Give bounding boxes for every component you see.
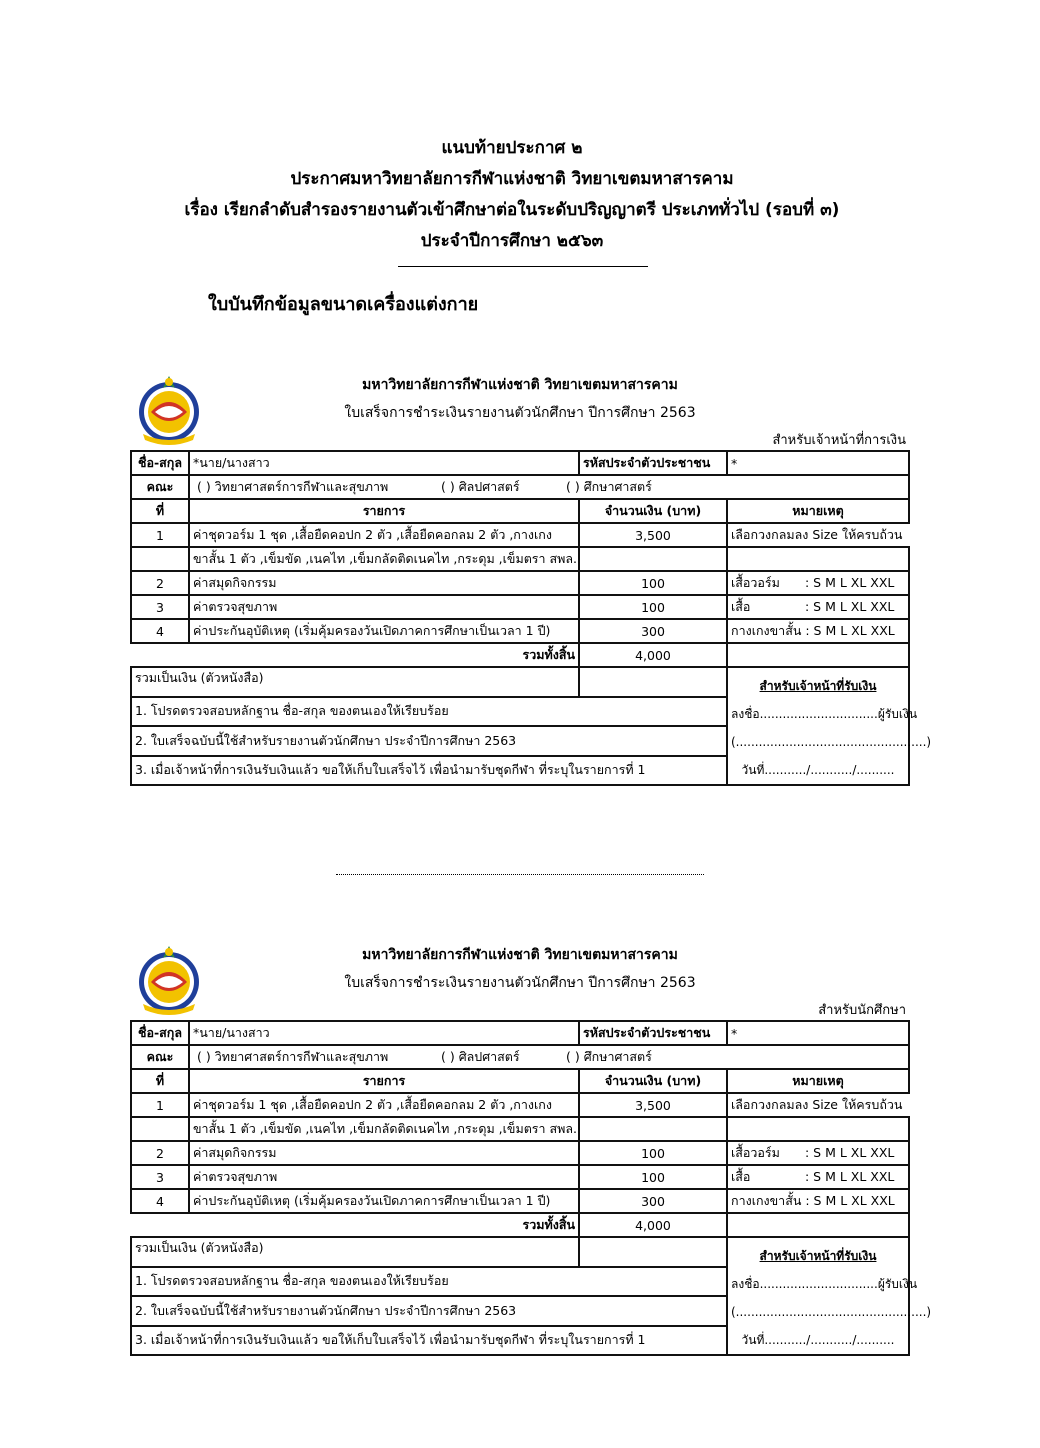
row-note: เลือกวงกลมลง Size ให้ครบถ้วน (727, 523, 909, 547)
id-label: รหัสประจำตัวประชาชน (579, 1021, 727, 1045)
signature-line[interactable]: ลงชื่อ...............................ผู้รับเงิน (731, 707, 918, 721)
total-note-empty (727, 643, 909, 667)
note-2: 2. ใบเสร็จฉบับนี้ใช้สำหรับรายงานตัวนักศึกษา ประจำปีการศึกษา 2563 (131, 1296, 727, 1326)
size-selector-shorts[interactable]: กางเกงขาสั้น : S M L XL XXL (727, 619, 909, 643)
faculty-education-option[interactable]: ( ) ศึกษาศาสตร์ (566, 1049, 652, 1064)
receiver-signature-box (727, 1237, 932, 1355)
row-amount: 300 (579, 619, 727, 643)
page-subtitle: ใบบันทึกข้อมูลขนาดเครื่องแต่งกาย (208, 294, 479, 315)
col-no: ที่ (131, 1069, 189, 1093)
row-no: 4 (131, 619, 189, 643)
name-field[interactable]: *นาย/นางสาว (189, 1021, 579, 1045)
row-no: 3 (131, 595, 189, 619)
receiver-title: สำหรับเจ้าหน้าที่รับเงิน (759, 1249, 877, 1263)
spacer (131, 1213, 189, 1237)
row-item: ค่าสมุดกิจกรรม (189, 571, 579, 595)
row-amount-empty (579, 547, 727, 571)
row-no: 1 (131, 523, 189, 547)
row-amount: 100 (579, 595, 727, 619)
row-amount: 3,500 (579, 523, 727, 547)
row-amount: 3,500 (579, 1093, 727, 1117)
note-1: 1. โปรดตรวจสอบหลักฐาน ชื่อ-สกุล ของตนเองให้เรียบร้อย (131, 1267, 727, 1297)
announcement-title: ประกาศมหาวิทยาลัยการกีฬาแห่งชาติ วิทยาเขตมหาสารคาม (290, 169, 734, 189)
size-selector-tracksuit[interactable]: เสื้อวอร์ม : S M L XL XXL (727, 571, 909, 595)
row-amount: 100 (579, 571, 727, 595)
receiver-signature-box (727, 667, 932, 785)
copy-label: สำหรับนักศึกษา (818, 1003, 906, 1018)
row-note-empty (727, 547, 909, 571)
university-name: มหาวิทยาลัยการกีฬาแห่งชาติ วิทยาเขตมหาสารคาม (362, 947, 678, 963)
row-amount: 100 (579, 1165, 727, 1189)
row-no-empty (131, 1117, 189, 1141)
row-no-empty (131, 547, 189, 571)
faculty-label: คณะ (131, 1045, 189, 1069)
size-selector-tracksuit[interactable]: เสื้อวอร์ม : S M L XL XXL (727, 1141, 909, 1165)
row-item: ค่าประกันอุบัติเหตุ (เริ่มคุ้มครองวันเปิดภาคการศึกษาเป็นเวลา 1 ปี) (189, 619, 579, 643)
note-3: 3. เมื่อเจ้าหน้าที่การเงินรับเงินแล้ว ขอให้เก็บใบเสร็จไว้ เพื่อนำมารับชุดกีฬา ที่ระบุในรายการที่ 1 (131, 1326, 727, 1356)
receipt-table (130, 450, 932, 786)
row-item: ค่าตรวจสุขภาพ (189, 1165, 579, 1189)
row-item: ค่าตรวจสุขภาพ (189, 595, 579, 619)
note-1: 1. โปรดตรวจสอบหลักฐาน ชื่อ-สกุล ของตนเองให้เรียบร้อย (131, 697, 727, 727)
faculty-sport-science-option[interactable]: ( ) วิทยาศาสตร์การกีฬาและสุขภาพ (197, 479, 389, 494)
copy-label: สำหรับเจ้าหน้าที่การเงิน (772, 433, 906, 448)
col-amount: จำนวนเงิน (บาท) (579, 499, 727, 523)
date-line[interactable]: วันที่.........../.........../.......... (741, 763, 895, 777)
row-no: 4 (131, 1189, 189, 1213)
row-note-empty (727, 1117, 909, 1141)
col-note: หมายเหตุ (727, 499, 909, 523)
col-amount: จำนวนเงิน (บาท) (579, 1069, 727, 1093)
id-label: รหัสประจำตัวประชาชน (579, 451, 727, 475)
announcement-subject: เรื่อง เรียกลำดับสำรองรายงานตัวเข้าศึกษาต่อในระดับปริญญาตรี ประเภททั่วไป (รอบที่ ๓) (184, 200, 840, 220)
name-paren-line[interactable]: (..................................................) (731, 735, 932, 749)
announcement-ref: แนบท้ายประกาศ ๒ (441, 138, 583, 158)
total-amount: 4,000 (579, 1213, 727, 1237)
col-item: รายการ (189, 1069, 579, 1093)
row-amount: 300 (579, 1189, 727, 1213)
row-item-cont: ขาสั้น 1 ตัว ,เข็มขัด ,เนคไท ,เข็มกลัดติดเนคไท ,กระดุม ,เข็มตรา สพล. (189, 547, 579, 571)
receiver-title: สำหรับเจ้าหน้าที่รับเงิน (759, 679, 877, 693)
row-no: 1 (131, 1093, 189, 1117)
total-label: รวมทั้งสิ้น (189, 643, 579, 667)
header-rule (398, 266, 648, 267)
row-item: ค่าประกันอุบัติเหตุ (เริ่มคุ้มครองวันเปิดภาคการศึกษาเป็นเวลา 1 ปี) (189, 1189, 579, 1213)
row-no: 2 (131, 1141, 189, 1165)
row-no: 2 (131, 571, 189, 595)
name-field[interactable]: *นาย/นางสาว (189, 451, 579, 475)
size-selector-shirt[interactable]: เสื้อ : S M L XL XXL (727, 595, 909, 619)
note-2: 2. ใบเสร็จฉบับนี้ใช้สำหรับรายงานตัวนักศึกษา ประจำปีการศึกษา 2563 (131, 726, 727, 756)
receipt-title: ใบเสร็จการชำระเงินรายงานตัวนักศึกษา ปีการศึกษา 2563 (344, 975, 696, 991)
col-item: รายการ (189, 499, 579, 523)
cut-line (336, 874, 704, 875)
faculty-liberal-arts-option[interactable]: ( ) ศิลปศาสตร์ (441, 1049, 520, 1064)
faculty-liberal-arts-option[interactable]: ( ) ศิลปศาสตร์ (441, 479, 520, 494)
row-item: ค่าชุดวอร์ม 1 ชุด ,เสื้อยืดคอปก 2 ตัว ,เสื้อยืดคอกลม 2 ตัว ,กางเกง (189, 523, 579, 547)
faculty-education-option[interactable]: ( ) ศึกษาศาสตร์ (566, 479, 652, 494)
total-note-empty (727, 1213, 909, 1237)
id-field[interactable]: * (727, 451, 909, 475)
row-item-cont: ขาสั้น 1 ตัว ,เข็มขัด ,เนคไท ,เข็มกลัดติดเนคไท ,กระดุม ,เข็มตรา สพล. (189, 1117, 579, 1141)
spacer (131, 643, 189, 667)
name-label: ชื่อ-สกุล (131, 451, 189, 475)
amount-in-words-field[interactable]: รวมเป็นเงิน (ตัวหนังสือ) (131, 667, 579, 697)
faculty-options (189, 475, 909, 499)
total-label: รวมทั้งสิ้น (189, 1213, 579, 1237)
row-item: ค่าสมุดกิจกรรม (189, 1141, 579, 1165)
row-amount-empty (579, 1117, 727, 1141)
note-3: 3. เมื่อเจ้าหน้าที่การเงินรับเงินแล้ว ขอให้เก็บใบเสร็จไว้ เพื่อนำมารับชุดกีฬา ที่ระบุในรายการที่ 1 (131, 756, 727, 786)
row-item: ค่าชุดวอร์ม 1 ชุด ,เสื้อยืดคอปก 2 ตัว ,เสื้อยืดคอกลม 2 ตัว ,กางเกง (189, 1093, 579, 1117)
row-no: 3 (131, 1165, 189, 1189)
size-selector-shirt[interactable]: เสื้อ : S M L XL XXL (727, 1165, 909, 1189)
name-paren-line[interactable]: (..................................................) (731, 1305, 932, 1319)
row-amount: 100 (579, 1141, 727, 1165)
total-amount: 4,000 (579, 643, 727, 667)
size-selector-shorts[interactable]: กางเกงขาสั้น : S M L XL XXL (727, 1189, 909, 1213)
name-label: ชื่อ-สกุล (131, 1021, 189, 1045)
receipt-title: ใบเสร็จการชำระเงินรายงานตัวนักศึกษา ปีการศึกษา 2563 (344, 405, 696, 421)
receipt-table (130, 1020, 932, 1356)
id-field[interactable]: * (727, 1021, 909, 1045)
row-note: เลือกวงกลมลง Size ให้ครบถ้วน (727, 1093, 909, 1117)
col-no: ที่ (131, 499, 189, 523)
university-name: มหาวิทยาลัยการกีฬาแห่งชาติ วิทยาเขตมหาสารคาม (362, 377, 678, 393)
faculty-sport-science-option[interactable]: ( ) วิทยาศาสตร์การกีฬาและสุขภาพ (197, 1049, 389, 1064)
faculty-label: คณะ (131, 475, 189, 499)
faculty-options (189, 1045, 909, 1069)
date-line[interactable]: วันที่.........../.........../.......... (741, 1333, 895, 1347)
academic-year: ประจำปีการศึกษา ๒๕๖๓ (420, 231, 604, 251)
signature-line[interactable]: ลงชื่อ...............................ผู้รับเงิน (731, 1277, 918, 1291)
amount-in-words-field[interactable]: รวมเป็นเงิน (ตัวหนังสือ) (131, 1237, 579, 1267)
col-note: หมายเหตุ (727, 1069, 909, 1093)
